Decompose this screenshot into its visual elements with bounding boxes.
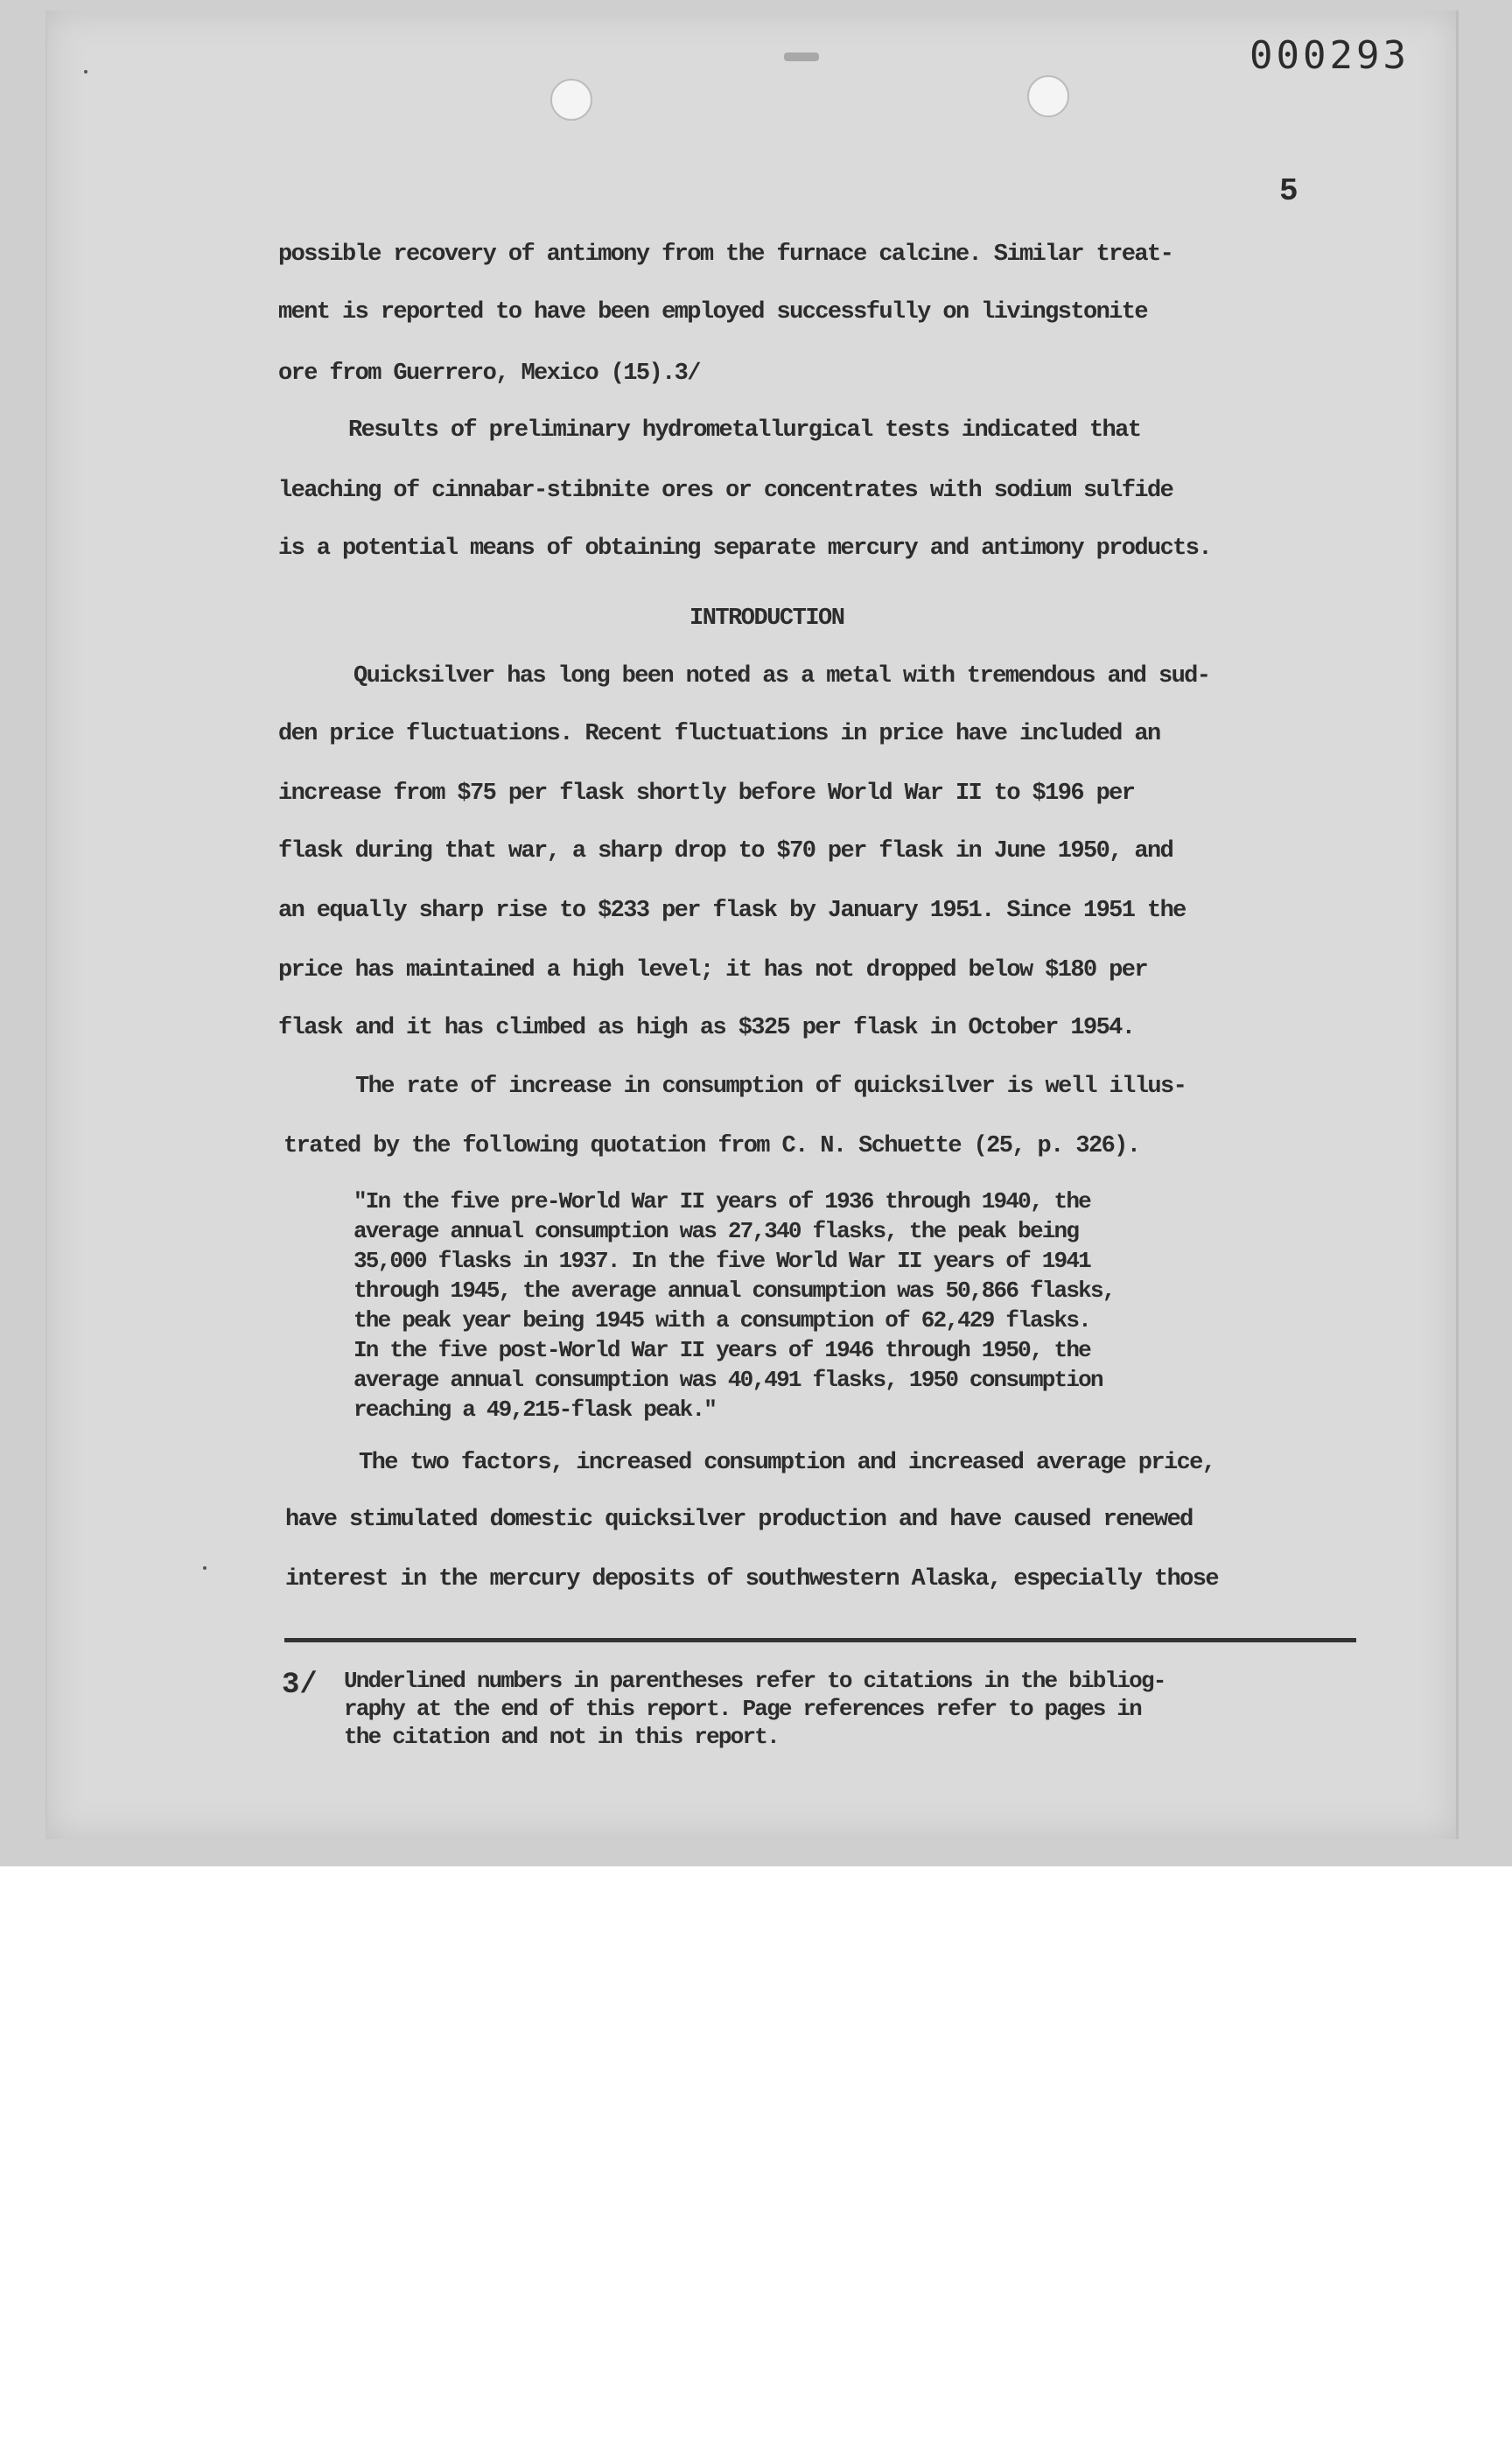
quote-line-2: average annual consumption was 27,340 flasks, the peak being	[354, 1218, 1079, 1244]
punch-hole-left	[550, 79, 592, 121]
quote-line-8: reaching a 49,215-flask peak."	[354, 1396, 717, 1423]
scan-speck	[203, 1566, 206, 1570]
footnote-line-3: the citation and not in this report.	[344, 1724, 779, 1750]
para2-line-3: is a potential means of obtaining separate mercury and antimony products.	[278, 536, 1211, 562]
para2-line-2: leaching of cinnabar-stibnite ores or concentrates with sodium sulfide	[278, 478, 1173, 504]
para2-line-1: Results of preliminary hydrometallurgical tests indicated that	[348, 417, 1141, 444]
ink-smudge	[784, 52, 819, 61]
para5-line-2: have stimulated domestic quicksilver production and have caused renewed	[285, 1507, 1193, 1533]
quote-line-6: In the five post-World War II years of 1946 through 1950, the	[354, 1337, 1090, 1363]
para5-line-1: The two factors, increased consumption and increased average price,	[359, 1450, 1215, 1476]
para3-line-2: den price fluctuations. Recent fluctuations in price have included an	[278, 721, 1160, 747]
para3-line-6: price has maintained a high level; it has not dropped below $180 per	[278, 957, 1147, 984]
para1-line-1: possible recovery of antimony from the furnace calcine. Similar treat-	[278, 242, 1173, 268]
para3-line-7: flask and it has climbed as high as $325 per flask in October 1954.	[278, 1015, 1135, 1041]
footnote-divider	[284, 1638, 1356, 1642]
document-stamp-number: 000293	[1250, 33, 1410, 78]
document-page	[46, 10, 1459, 1839]
para3-line-4: flask during that war, a sharp drop to $70 per flask in June 1950, and	[278, 838, 1173, 864]
footnote-line-1: Underlined numbers in parentheses refer to citations in the bibliog-	[344, 1668, 1166, 1694]
para1-line-2: ment is reported to have been employed successfully on livingstonite	[278, 299, 1147, 326]
para3-line-1: Quicksilver has long been noted as a metal with tremendous and sud-	[354, 663, 1210, 690]
section-heading: INTRODUCTION	[690, 606, 844, 632]
para4-line-1: The rate of increase in consumption of quicksilver is well illus-	[355, 1074, 1186, 1100]
scan-speck	[84, 70, 88, 74]
quote-line-1: "In the five pre-World War II years of 1936 through 1940, the	[354, 1188, 1090, 1214]
footnote-marker: 3/	[282, 1669, 318, 1702]
quote-line-7: average annual consumption was 40,491 flasks, 1950 consumption	[354, 1367, 1102, 1393]
para3-line-5: an equally sharp rise to $233 per flask by January 1951. Since 1951 the	[278, 898, 1186, 924]
footnote-line-2: raphy at the end of this report. Page references refer to pages in	[344, 1696, 1141, 1722]
para1-line-3: ore from Guerrero, Mexico (15).3/	[278, 360, 700, 387]
quote-line-3: 35,000 flasks in 1937. In the five World War II years of 1941	[354, 1248, 1090, 1274]
punch-hole-right	[1027, 75, 1069, 117]
page-number: 5	[1279, 173, 1298, 209]
quote-line-4: through 1945, the average annual consumption was 50,866 flasks,	[354, 1278, 1115, 1304]
para3-line-3: increase from $75 per flask shortly before World War II to $196 per	[278, 780, 1135, 807]
para5-line-3: interest in the mercury deposits of southwestern Alaska, especially those	[285, 1566, 1218, 1592]
para4-line-2: trated by the following quotation from C. N. Schuette (25, p. 326).	[284, 1133, 1140, 1159]
quote-line-5: the peak year being 1945 with a consumption of 62,429 flasks.	[354, 1307, 1090, 1334]
